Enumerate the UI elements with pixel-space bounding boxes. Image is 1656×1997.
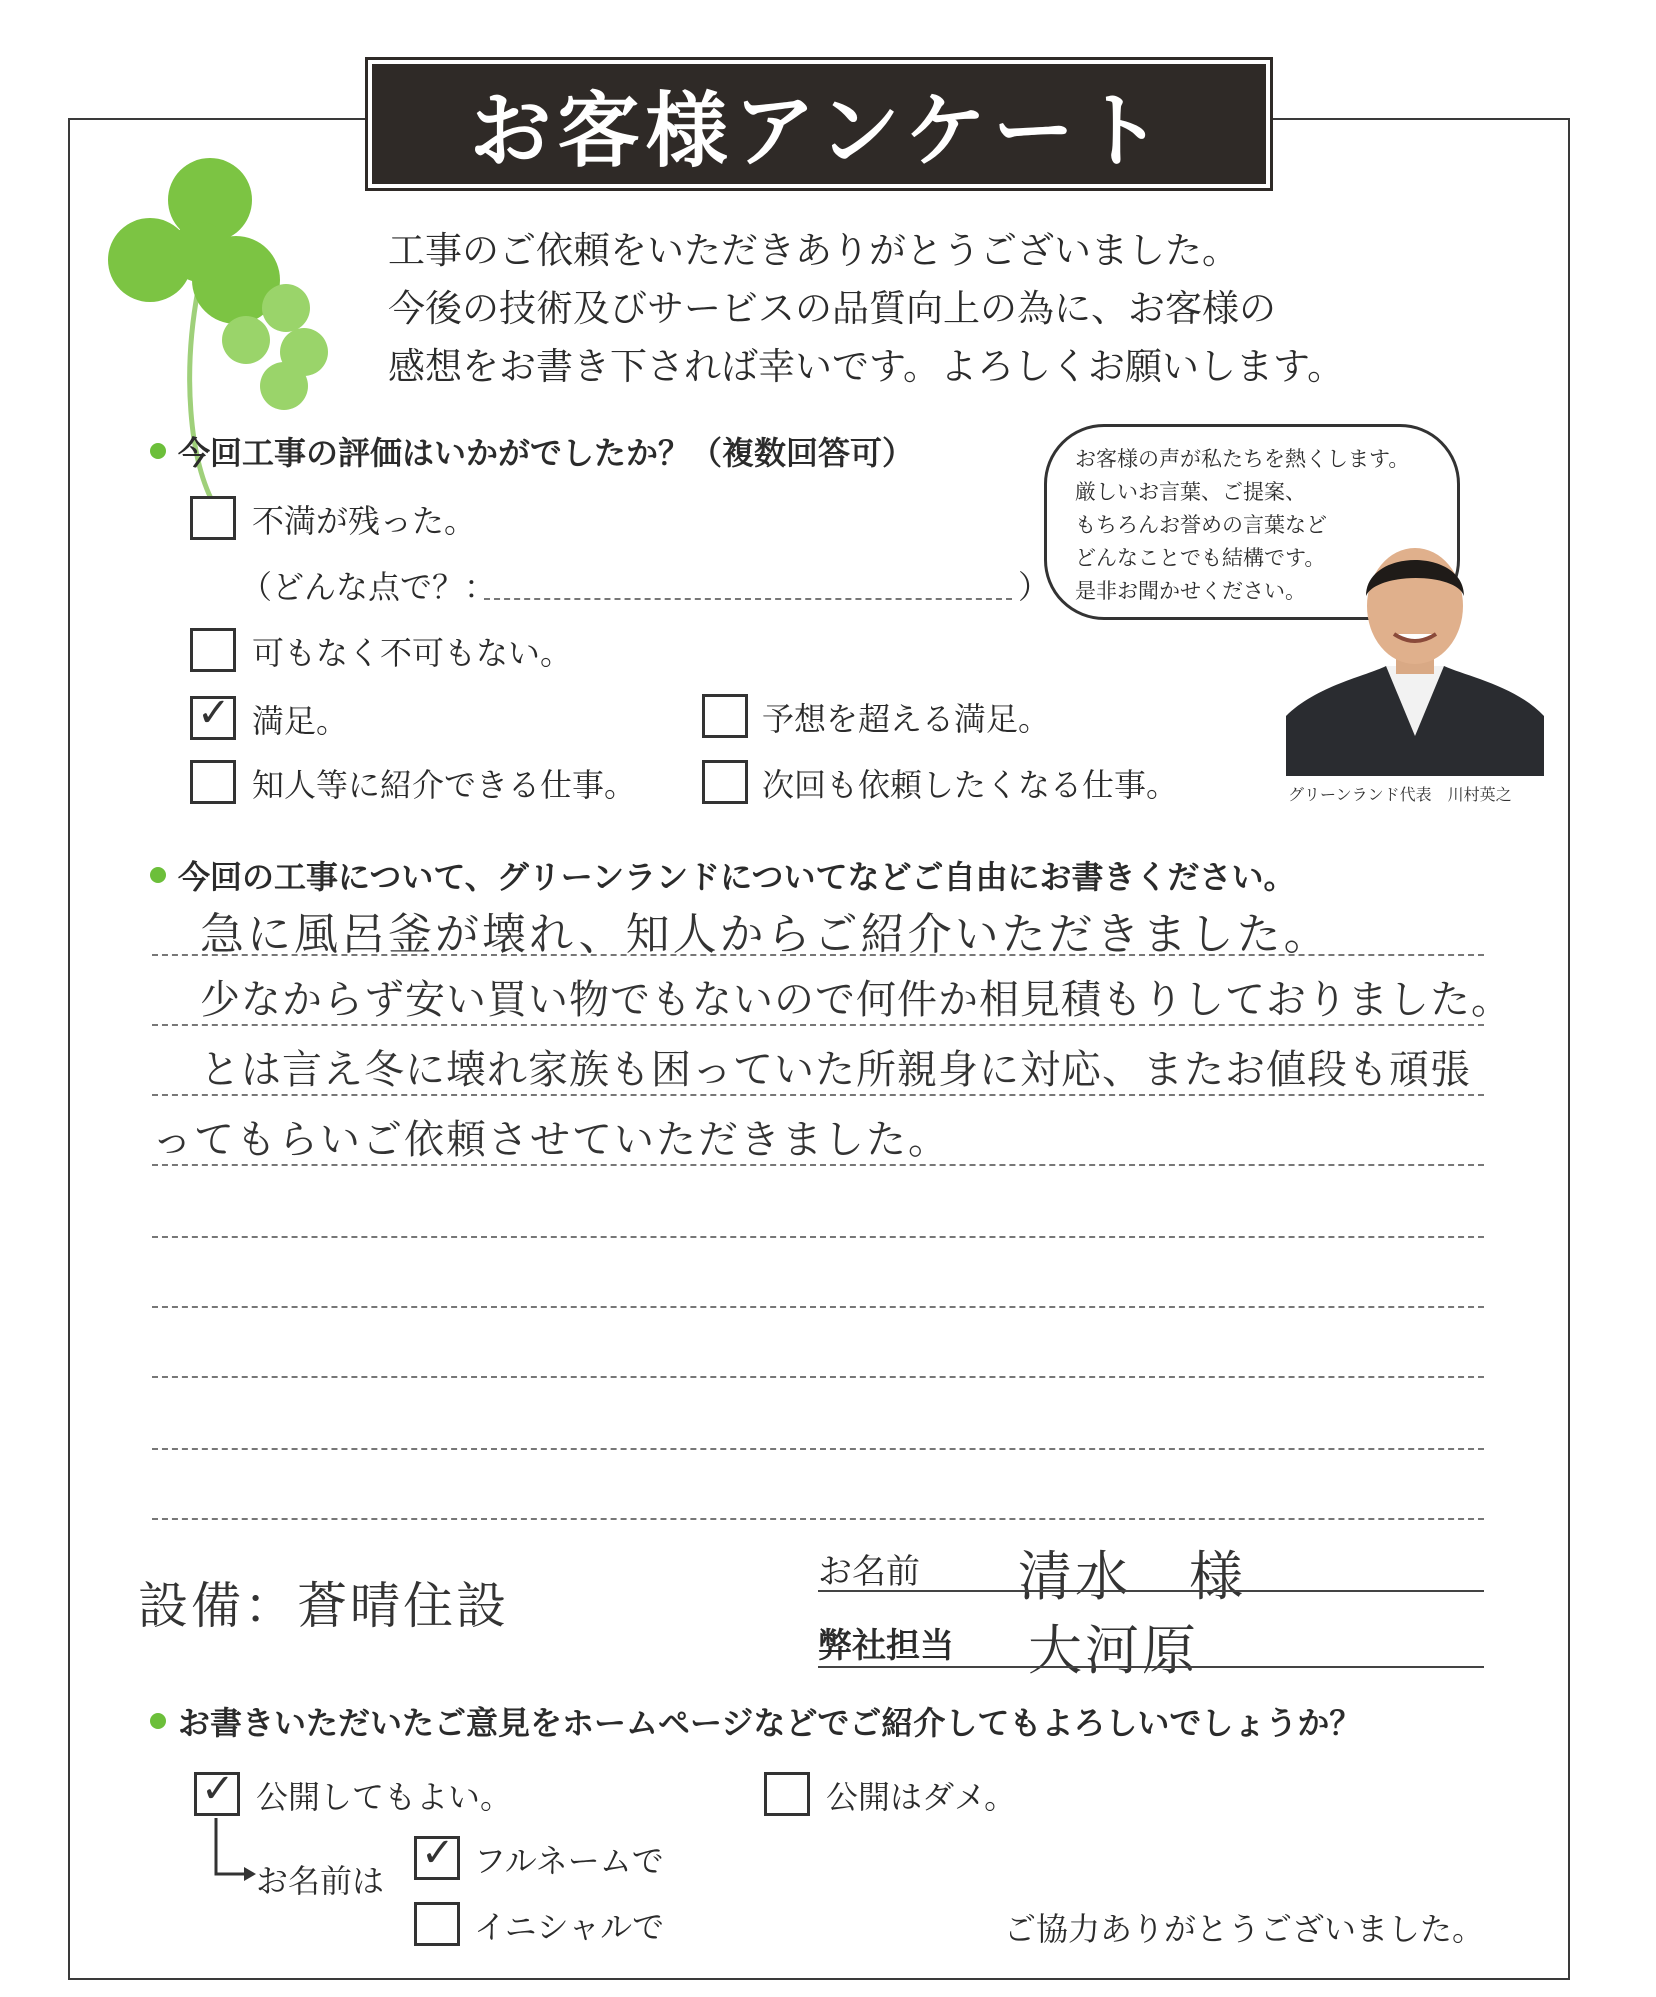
option-unsatisfied: 不満が残った。: [252, 502, 477, 540]
q3-heading-text: お書きいただいたご意見をホームページなどでご紹介してもよろしいでしょうか？: [178, 1704, 1362, 1742]
checkbox-again[interactable]: [702, 760, 748, 804]
answer-rule: [152, 1094, 1484, 1096]
bubble-line: 是非お聞かせください。: [1075, 579, 1306, 603]
checkbox-beyond[interactable]: [702, 694, 748, 738]
option-publish-ok: 公開してもよい。: [256, 1778, 513, 1816]
answer-rule: [152, 1376, 1484, 1378]
answer-line: 急に風呂釜が壊れ、知人からご紹介いただきました。: [200, 909, 1331, 960]
answer-line: ってもらいご依頼させていただきました。: [152, 1117, 950, 1163]
name-is-label: お名前は: [256, 1862, 385, 1900]
intro-text: [388, 222, 1344, 396]
bubble-line: お客様の声が私たちを熱くします。: [1075, 447, 1410, 471]
check-icon: ✓: [197, 690, 231, 736]
option-again: 次回も依頼したくなる仕事。: [762, 766, 1179, 804]
check-icon: ✓: [421, 1830, 455, 1876]
answer-rule: [152, 1236, 1484, 1238]
option-referable: 知人等に紹介できる仕事。: [252, 766, 637, 804]
option-initial: イニシャルで: [474, 1908, 665, 1946]
representative-photo: [1286, 526, 1544, 776]
intro-line: 感想をお書き下されば幸いです。よろしくお願いします。: [388, 345, 1345, 388]
checkbox-publish-ok[interactable]: [194, 1766, 240, 1816]
option-publish-ng: 公開はダメ。: [826, 1778, 1017, 1816]
q3-heading: [150, 1698, 1361, 1744]
q2-heading: [150, 852, 1295, 898]
option-neutral: 可もなく不可もない。: [252, 634, 573, 672]
staff-label: 弊社担当: [818, 1626, 954, 1666]
bubble-line: もちろんお誉めの言葉など: [1075, 513, 1327, 537]
checkbox-satisfied[interactable]: [190, 690, 236, 740]
name-value: 清水 様: [1018, 1545, 1246, 1608]
answer-rule: [152, 1306, 1484, 1308]
option-beyond: 予想を超える満足。: [762, 700, 1051, 738]
answer-line: 少なからず安い買い物でもないので何件か相見積もりしておりました。: [200, 977, 1512, 1023]
checkbox-neutral[interactable]: [190, 628, 236, 672]
name-rule: [818, 1590, 1484, 1592]
q2-heading-text: 今回の工事について、グリーンランドについてなどご自由にお書きください。: [178, 858, 1296, 896]
bullet-icon: [150, 443, 166, 459]
closing-text: ご協力ありがとうございました。: [1004, 1910, 1485, 1948]
staff-rule: [818, 1666, 1484, 1668]
q1-heading: [150, 428, 914, 474]
checkbox-referable[interactable]: [190, 760, 236, 804]
title-banner: [368, 60, 1270, 188]
check-icon: ✓: [201, 1766, 235, 1812]
bubble-line: どんなことでも結構です。: [1075, 546, 1326, 570]
page-title: お客様アンケート: [469, 83, 1169, 179]
intro-line: 今後の技術及びサービスの品質向上の為に、お客様の: [388, 287, 1276, 330]
answer-rule: [152, 1518, 1484, 1520]
answer-rule: [152, 1164, 1484, 1166]
equipment-note: 設備：蒼晴住設: [138, 1577, 509, 1635]
name-label: お名前: [818, 1552, 920, 1592]
bullet-icon: [150, 867, 166, 883]
checkbox-fullname[interactable]: [414, 1830, 460, 1880]
staff-value: 大河原: [1028, 1619, 1199, 1682]
answer-line: とは言え冬に壊れ家族も困っていた所親身に対応、またお値段も頑張: [200, 1047, 1471, 1093]
checkbox-publish-ng[interactable]: [764, 1772, 810, 1816]
answer-rule: [152, 1024, 1484, 1026]
photo-caption: グリーンランド代表 川村英之: [1288, 785, 1512, 804]
answer-rule: [152, 954, 1484, 956]
bubble-line: 厳しいお言葉、ご提案、: [1075, 480, 1306, 504]
intro-line: 工事のご依頼をいただきありがとうございました。: [388, 229, 1239, 272]
detail-label: （どんな点で？：: [240, 568, 497, 606]
checkbox-initial[interactable]: [414, 1902, 460, 1946]
person-icon: [1286, 526, 1544, 776]
q1-heading-text: 今回工事の評価はいかがでしたか？（複数回答可）: [178, 434, 915, 472]
bullet-icon: [150, 1713, 166, 1729]
checkbox-unsatisfied[interactable]: [190, 496, 236, 540]
detail-input[interactable]: [484, 598, 1012, 600]
option-satisfied: 満足。: [252, 702, 349, 740]
answer-rule: [152, 1448, 1484, 1450]
detail-close: ）: [1018, 568, 1051, 606]
option-fullname: フルネームで: [474, 1842, 664, 1880]
